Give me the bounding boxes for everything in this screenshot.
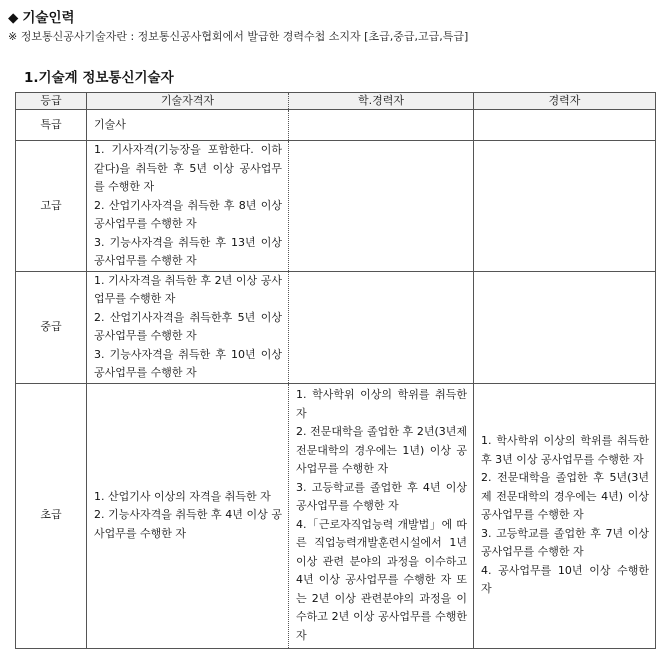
section-title: 1.기술계 정보통신기술자: [24, 70, 174, 86]
list-item: 1. 기사자격(기능장을 포함한다. 이하 같다)을 취득한 후 5년 이상 공사업무를 수행한 자: [94, 143, 282, 193]
grade-cell: 중급: [16, 271, 87, 383]
list-item: 2. 전문대학을 졸업한 후 2년(3년제 전문대학의 경우에는 1년) 이상 공사업무를 수행한 자: [296, 425, 467, 475]
qualification-cell: [87, 271, 289, 383]
page-heading: [8, 6, 75, 26]
list-item: 1. 학사학위 이상의 학위를 취득한 자: [296, 388, 467, 420]
grade-cell: 초급: [16, 383, 87, 648]
engineer-grade-table: [15, 92, 656, 649]
grade-cell: 고급: [16, 141, 87, 272]
grade-cell: 특급: [16, 110, 87, 141]
definition-note: ※ 정보통신공사기술자란 : 정보통신공사협회에서 발급한 경력수첩 소지자 [초급,중급,고급,특급]: [8, 30, 469, 43]
qualification-cell: [87, 383, 289, 648]
list-item: 기술사: [94, 117, 126, 131]
table-header-row: [16, 93, 656, 110]
table-row: [16, 141, 656, 272]
list-item: 1. 기사자격을 취득한 후 2년 이상 공사업무를 수행한 자: [94, 273, 282, 305]
education-cell: [289, 383, 474, 648]
qualification-cell: [87, 141, 289, 272]
list-item: 2. 기능사자격을 취득한 후 4년 이상 공사업무를 수행한 자: [94, 508, 282, 540]
career-cell: [474, 271, 656, 383]
education-cell: [289, 141, 474, 272]
table-row: [16, 271, 656, 383]
list-item: 2. 산업기사자격을 취득한후 5년 이상 공사업무를 수행한 자: [94, 310, 282, 342]
list-item: 3. 고등학교를 졸업한 후 7년 이상 공사업무를 수행한 자: [481, 526, 649, 559]
career-cell: [474, 110, 656, 141]
education-cell: [289, 110, 474, 141]
list-item: 4. 공사업무를 10년 이상 수행한 자: [481, 563, 649, 596]
header-career: 경력자: [474, 93, 656, 110]
list-item: 3. 기능사자격을 취득한 후 13년 이상 공사업무를 수행한 자: [94, 235, 282, 267]
header-qualification: 기술자격자: [87, 93, 289, 110]
list-item: 3. 고등학교를 졸업한 후 4년 이상 공사업무를 수행한 자: [296, 480, 467, 512]
education-cell: [289, 271, 474, 383]
heading-text: 기술인력: [22, 10, 75, 26]
diamond-bullet-icon: ◆: [8, 10, 19, 26]
list-item: 2. 산업기사자격을 취득한 후 8년 이상 공사업무를 수행한 자: [94, 198, 282, 230]
list-item: 3. 기능사자격을 취득한 후 10년 이상 공사업무를 수행한 자: [94, 347, 282, 379]
qualification-cell: [87, 110, 289, 141]
list-item: 1. 산업기사 이상의 자격을 취득한 자: [94, 489, 271, 503]
table-row: [16, 110, 656, 141]
list-item: 2. 전문대학을 졸업한 후 5년(3년제 전문대학의 경우에는 4년) 이상 공사업무를 수행한 자: [481, 471, 649, 522]
career-cell: [474, 141, 656, 272]
career-cell: [474, 383, 656, 648]
list-item: 4.「근로자직업능력 개발법」에 따른 직업능력개발훈련시설에서 1년 이상 관련 분야의 과정을 이수하고 4년 이상 공사업무를 수행한 자 또는 2년 이상 관련분야의 과정을 이수하고 2년 이상 공사업무를 수행한 자: [296, 517, 467, 642]
list-item: 1. 학사학위 이상의 학위를 취득한 후 3년 이상 공사업무를 수행한 자: [481, 434, 649, 466]
table-row: [16, 383, 656, 648]
header-grade: 등급: [16, 93, 87, 110]
header-education: 학.경력자: [289, 93, 474, 110]
